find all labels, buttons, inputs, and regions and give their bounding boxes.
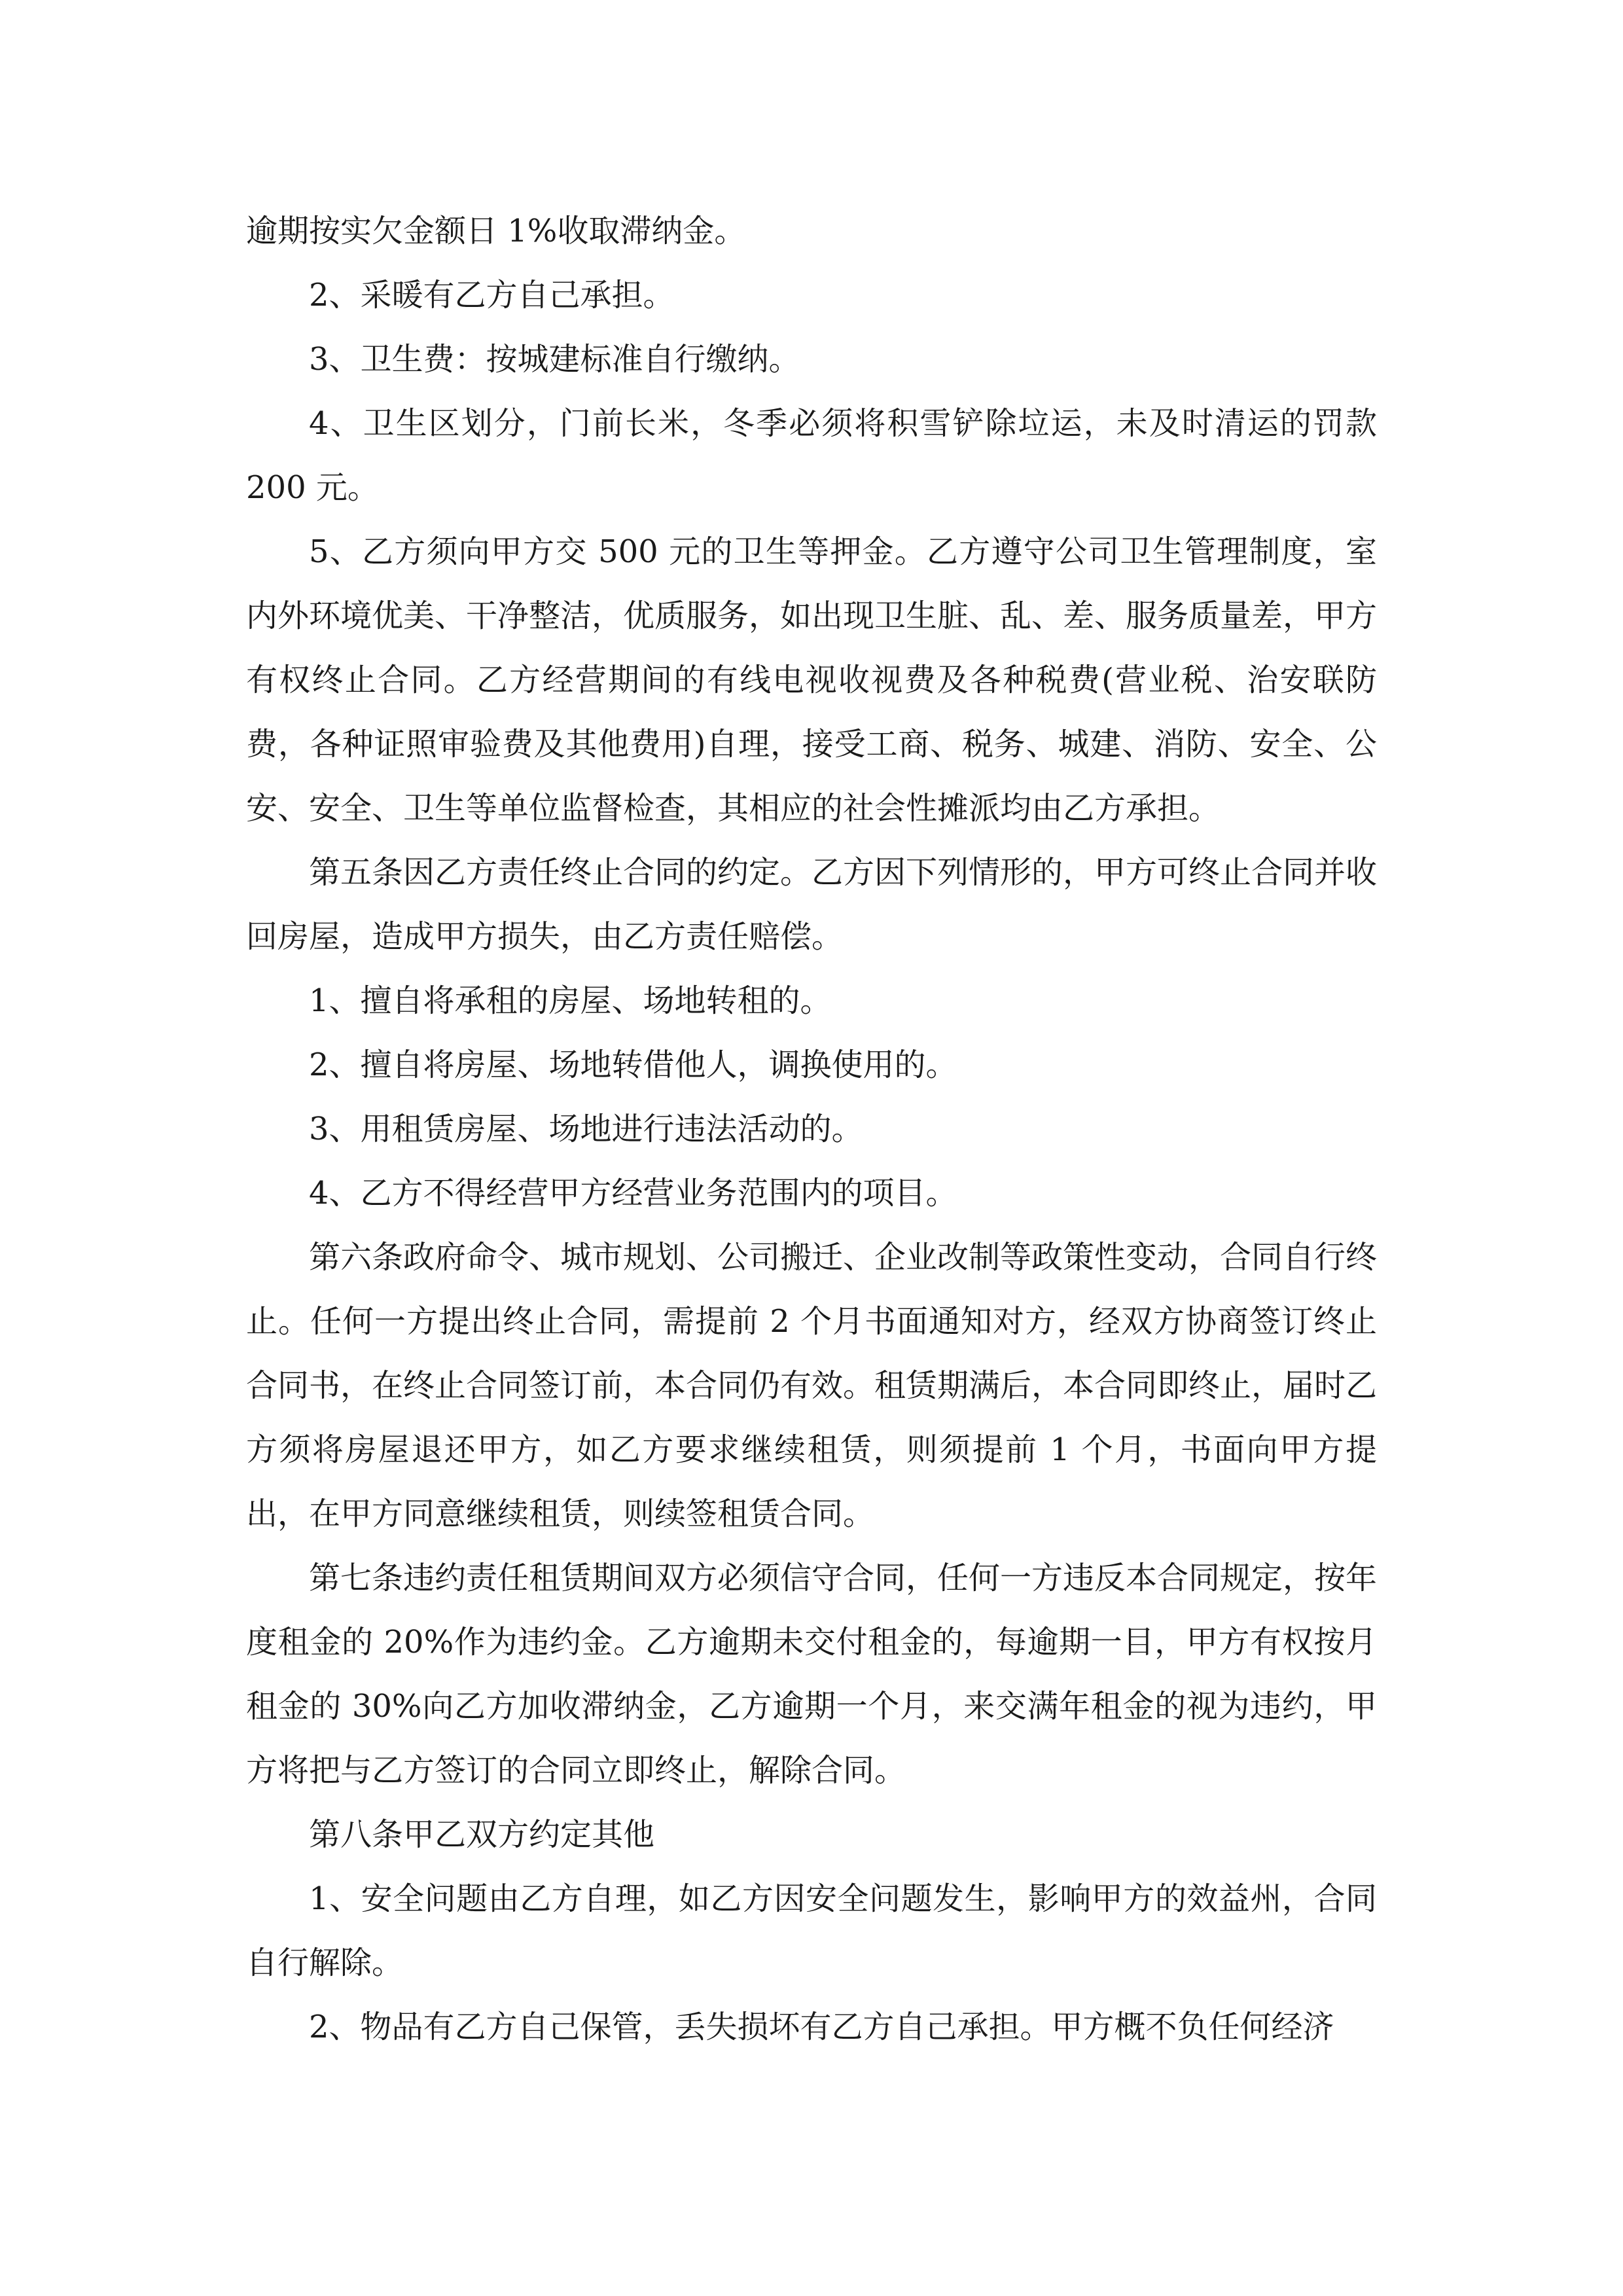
paragraph-heating: 2、采暖有乙方自己承担。 xyxy=(309,277,675,314)
paragraph-article-6: 第六条政府命令、城市规划、公司搬迁、企业改制等政策性变动，合同自行终止。任何一方提出终止合同，需提前 2 个月书面通知对方，经双方协商签订终止合同书，在终止合同签订前，本合同仍有效。租赁期满后，本合同即终止，届时乙方须将房屋退还甲方，如乙方要求继续租赁，则须提前 1 个月，书面向甲方提出，在甲方同意继续租赁，则续签租赁合同。 xyxy=(246,1239,1378,1532)
paragraph-lend: 2、擅自将房屋、场地转借他人，调换使用的。 xyxy=(309,1047,957,1083)
paragraph-sublet: 1、擅自将承租的房屋、场地转租的。 xyxy=(309,982,832,1019)
paragraph-sanitation-fee: 3、卫生费：按城建标准自行缴纳。 xyxy=(309,341,800,378)
paragraph-property: 2、物品有乙方自己保管，丢失损坏有乙方自己承担。甲方概不负任何经济 xyxy=(309,2009,1334,2045)
paragraph-article-8: 第八条甲乙双方约定其他 xyxy=(309,1816,655,1853)
paragraph-article-7: 第七条违约责任租赁期间双方必须信守合同，任何一方违反本合同规定，按年度租金的 20%作为违约金。乙方逾期未交付租金的，每逾期一目，甲方有权按月租金的 30%向乙方加收滞纳金，乙方逾期一个月，来交满年租金的视为违约，甲方将把与乙方签订的合同立即终止，解除合同。 xyxy=(246,1560,1378,1789)
paragraph-sanitation-zone: 4、卫生区划分，门前长米，冬季必须将积雪铲除垃运，未及时清运的罚款 200 元。 xyxy=(246,405,1377,506)
paragraph-illegal-use: 3、用租赁房屋、场地进行违法活动的。 xyxy=(309,1111,863,1147)
paragraph-deposit: 5、乙方须向甲方交 500 元的卫生等押金。乙方遵守公司卫生管理制度，室内外环境优美、干净整洁，优质服务，如出现卫生脏、乱、差、服务质量差，甲方有权终止合同。乙方经营期间的有线电视收视费及各种税费(营业税、治安联防费，各种证照审验费及其他费用)自理，接受工商、税务、城建、消防、安全、公安、安全、卫生等单位监督检查，其相应的社会性摊派均由乙方承担。 xyxy=(246,533,1378,827)
paragraph-overdue-fee: 逾期按实欠金额日 1%收取滞纳金。 xyxy=(246,213,746,249)
paragraph-safety: 1、安全问题由乙方自理，如乙方因安全问题发生，影响甲方的效益州，合同自行解除。 xyxy=(246,1880,1377,1981)
document-body xyxy=(246,199,1377,2059)
paragraph-business-scope: 4、乙方不得经营甲方经营业务范围内的项目。 xyxy=(309,1175,957,1211)
paragraph-article-5: 第五条因乙方责任终止合同的约定。乙方因下列情形的，甲方可终止合同并收回房屋，造成甲方损失，由乙方责任赔偿。 xyxy=(246,854,1378,955)
